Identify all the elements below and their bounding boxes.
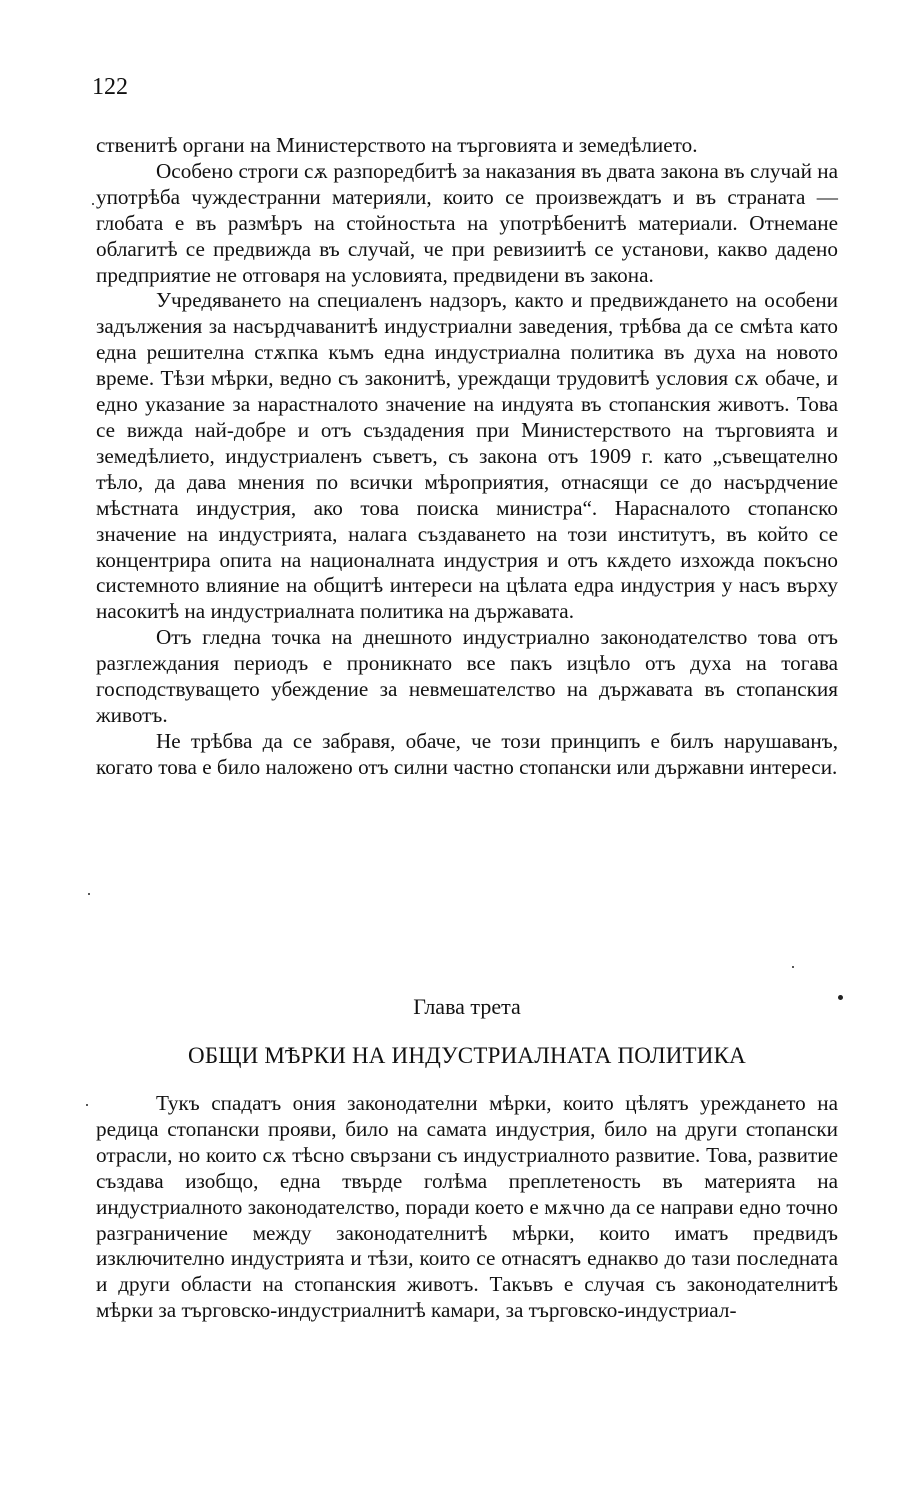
text-block-top — [96, 133, 838, 781]
scan-speck — [88, 893, 90, 895]
text-block-bottom — [96, 1091, 838, 1324]
page-number: 122 — [92, 74, 128, 100]
paragraph: Особено строги сѫ разпоредбитѣ за наказания въ двата закона въ случай на употрѣба чуждестранни материяли, които се произвеждатъ и въ страната — глобата е въ размѣръ на стойностьта на употрѣбенитѣ материали. Отнемане облагитѣ се предвижда въ случай, че при ревизиитѣ се установи, какво дадено предприятие не отговаря на условията, предвидени въ закона. — [96, 158, 838, 287]
scan-speck — [92, 203, 94, 205]
scan-speck — [86, 1104, 88, 1106]
scan-speck — [792, 966, 794, 968]
chapter-label: Глава трета — [413, 994, 521, 1019]
paragraph: Отъ гледна точка на днешното индустриално законодателство това отъ разглеждания периодъ е проникнато все пакъ изцѣло отъ духа на тогава господствуващето убеждение за невмешателство на държавата въ стопанския животъ. — [96, 625, 838, 727]
paragraph: Тукъ спадатъ ония законодателни мѣрки, които цѣлятъ уреждането на редица стопански прояви, било на самата индустрия, било на други стопански отрасли, но които сѫ тѣсно свързани съ индустриалното развитие. Това, развитие създава изобщо, една твърде голѣма преплетеность въ материята на индустриалното законодателство, поради което е мѫчно да се направи едно точно разграничение между законодателнитѣ мѣрки, които иматъ предвидъ изключително индустрията и тѣзи, които се отнасятъ еднакво до тази последната и други области на стопанския животъ. Такъвъ е случая съ законодателнитѣ мѣрки за търговско-индустриалнитѣ камари, за търговско-индустриал- — [96, 1091, 838, 1323]
scan-speck — [838, 995, 843, 1000]
paragraph: Не трѣбва да се забравя, обаче, че този принципъ е билъ нарушаванъ, когато това е било наложено отъ силни частно стопански или държавни интереси. — [96, 728, 838, 779]
chapter-title: ОБЩИ МѢРКИ НА ИНДУСТРИАЛНАТА ПОЛИТИКА — [188, 1043, 746, 1068]
paragraph: ственитѣ органи на Министерството на търговията и земедѣлието. — [96, 133, 698, 157]
paragraph: Учредяването на специаленъ надзоръ, както и предвиждането на особени задължения за насърдчаванитѣ индустриални заведения, трѣбва да се смѣта като една решителна стѫпка къмъ една индустриална политика въ духа на новото време. Тѣзи мѣрки, ведно съ законитѣ, уреждащи трудовитѣ условия сѫ обаче, и едно указание за нарастналото значение на индуята въ стопанския животъ. Това се вижда най-добре и отъ създадения при Министерството на търговията и земедѣлието, индустриаленъ съветъ, съ закона отъ 1909 г. като „съвещателно тѣло, да дава мнения по всички мѣроприятия, отнасящи се до насърдчение мѣстната индустрия, ако това поиска министра“. Нарасналото стопанско значение на индустрията, налага създаването на този институтъ, въ който се концентрира опита на националната индустрия и отъ кѫдето изхожда покъсно системното влияние на общитѣ интереси на цѣлата едра индустрия у насъ върху насокитѣ на индустриалната политика на държавата. — [96, 288, 838, 624]
